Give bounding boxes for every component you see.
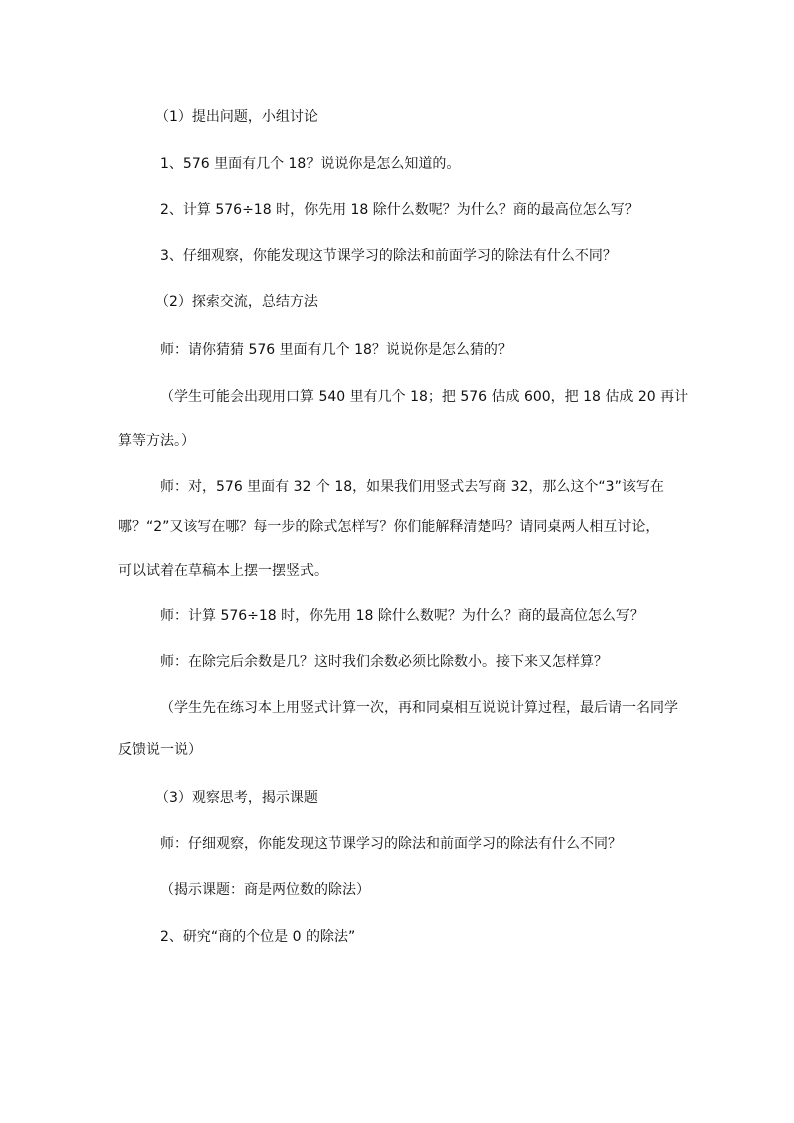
question-3: 3、仔细观察，你能发现这节课学习的除法和前面学习的除法有什么不同？ [160, 248, 617, 264]
teacher-line-2-part-1: 师：对，576 里面有 32 个 18，如果我们用竖式去写商 32，那么这个“3”该写在 [160, 479, 664, 495]
student-note-2-line-1: （学生先在练习本上用竖式计算一次，再和同桌相互说说计算过程，最后请一名同学 [160, 700, 678, 716]
section-heading-3: （3）观察思考，揭示课题 [155, 790, 318, 806]
study-item-2: 2、研究“商的个位是 0 的除法” [160, 929, 356, 945]
teacher-line-1: 师：请你猜猜 576 里面有几个 18？说说你是怎么猜的？ [160, 342, 512, 358]
student-note-1-line-2: 算等方法。） [118, 433, 195, 449]
teacher-line-2-part-2: 哪？“2”又该写在哪？每一步的除式怎样写？你们能解释清楚吗？请同桌两人相互讨论， [118, 519, 660, 535]
teacher-line-5: 师：仔细观察，你能发现这节课学习的除法和前面学习的除法有什么不同？ [160, 836, 622, 852]
teacher-line-4: 师：在除完后余数是几？这时我们余数必须比除数小。接下来又怎样算？ [160, 654, 608, 670]
section-heading-1: （1）提出问题，小组讨论 [155, 109, 318, 125]
teacher-line-2-part-3: 可以试着在草稿本上摆一摆竖式。 [118, 563, 328, 579]
section-heading-2: （2）探索交流，总结方法 [155, 294, 318, 310]
lesson-title-note: （揭示课题：商是两位数的除法） [160, 882, 370, 898]
question-2: 2、计算 576÷18 时，你先用 18 除什么数呢？为什么？商的最高位怎么写？ [160, 202, 639, 218]
teacher-line-3: 师：计算 576÷18 时，你先用 18 除什么数呢？为什么？商的最高位怎么写？ [160, 608, 644, 624]
student-note-2-line-2: 反馈说一说） [118, 742, 202, 758]
student-note-1-line-1: （学生可能会出现用口算 540 里有几个 18；把 576 估成 600，把 18 估成 20 再计 [160, 389, 689, 405]
question-1: 1、576 里面有几个 18？说说你是怎么知道的。 [160, 156, 461, 172]
